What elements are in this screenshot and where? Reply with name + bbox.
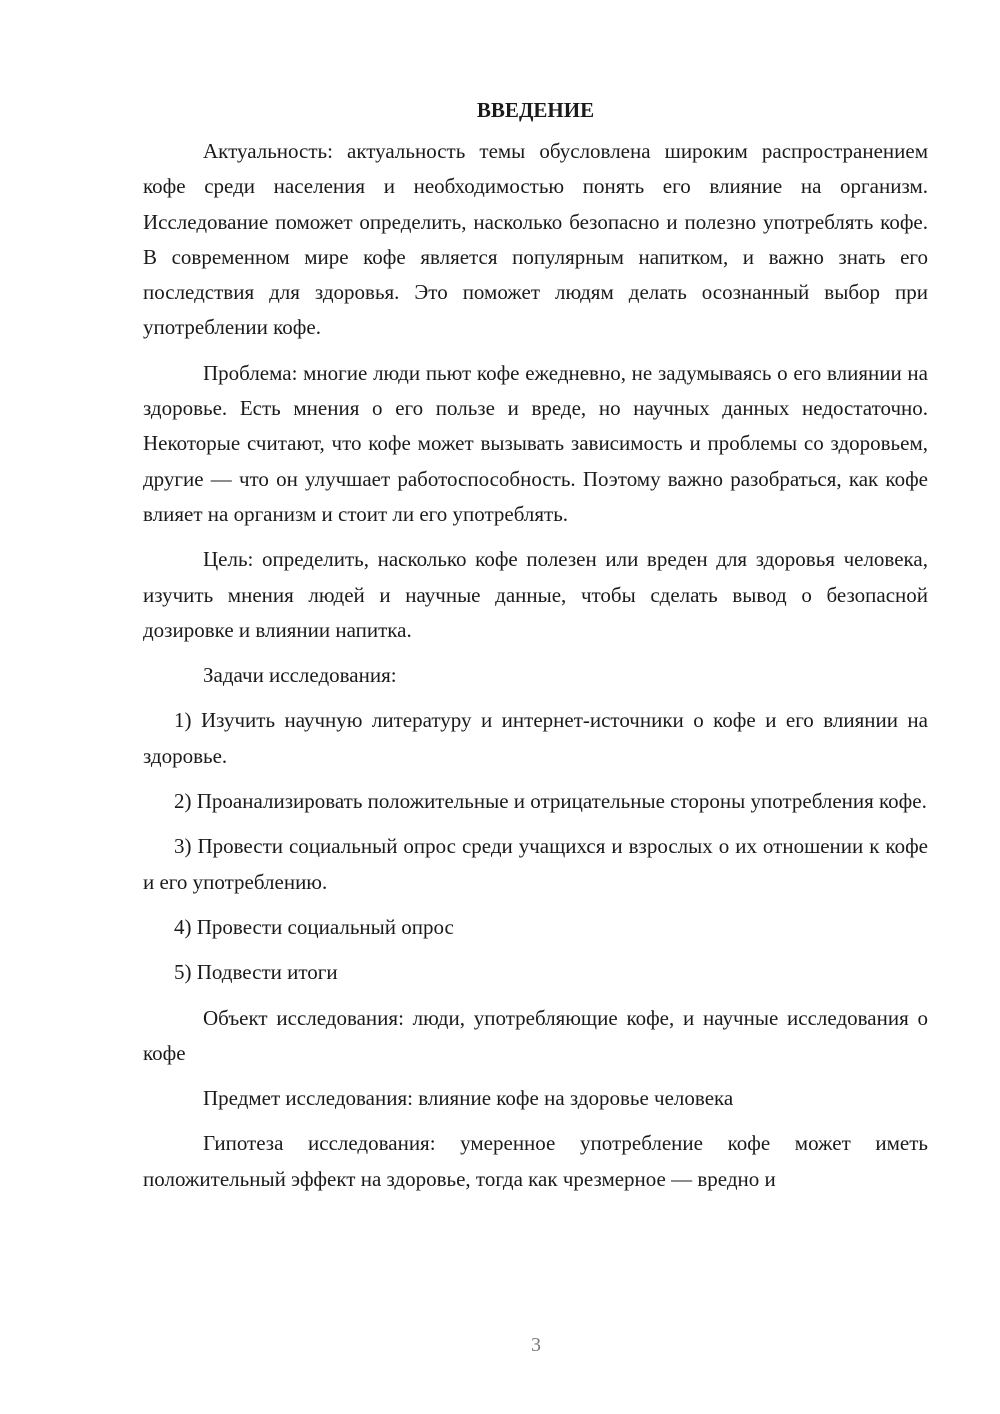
document-page: [143, 92, 928, 1197]
paragraph-relevance: Актуальность: актуальность темы обусловлена широким распространением кофе среди населения и необходимостью понять его влияние на организм. Исследование поможет определить, насколько безопасно и полезно употреблять кофе. В современном мире кофе является популярным напитком, и важно знать его последствия для здоровья. Это поможет людям делать осознанный выбор при употреблении кофе.: [143, 139, 928, 340]
paragraph-object: Объект исследования: люди, употребляющие кофе, и научные исследования о кофе: [143, 1005, 928, 1065]
paragraph-hypothesis: Гипотеза исследования: умеренное употребление кофе может иметь положительный эффект на здоровье, тогда как чрезмерное — вредно и: [143, 1131, 928, 1191]
task-item-3: 3) Провести социальный опрос среди учащихся и взрослых о их отношении к кофе и его употреблению.: [143, 834, 928, 894]
task-item-5: 5) Подвести итоги: [174, 960, 338, 985]
section-heading: ВВЕДЕНИЕ: [476, 98, 595, 122]
page-number: 3: [531, 1334, 541, 1356]
paragraph-goal: Цель: определить, насколько кофе полезен или вреден для здоровья человека, изучить мнения людей и научные данные, чтобы сделать вывод о безопасной дозировке и влиянии напитка.: [143, 547, 928, 642]
paragraph-subject: Предмет исследования: влияние кофе на здоровье человека: [203, 1086, 734, 1111]
tasks-title: Задачи исследования:: [203, 663, 397, 688]
task-item-1: 1) Изучить научную литературу и интернет-источники о кофе и его влиянии на здоровье.: [143, 708, 928, 768]
task-item-4: 4) Провести социальный опрос: [174, 914, 454, 939]
paragraph-problem: Проблема: многие люди пьют кофе ежедневно, не задумываясь о его влиянии на здоровье. Есть мнения о его пользе и вреде, но научных данных недостаточно. Некоторые считают, что кофе может вызывать зависимость и проблемы со здоровьем, другие — что он улучшает работоспособность. Поэтому важно разобраться, как кофе влияет на организм и стоит ли его употреблять.: [143, 360, 928, 526]
task-item-2: 2) Проанализировать положительные и отрицательные стороны употребления кофе.: [174, 789, 927, 814]
